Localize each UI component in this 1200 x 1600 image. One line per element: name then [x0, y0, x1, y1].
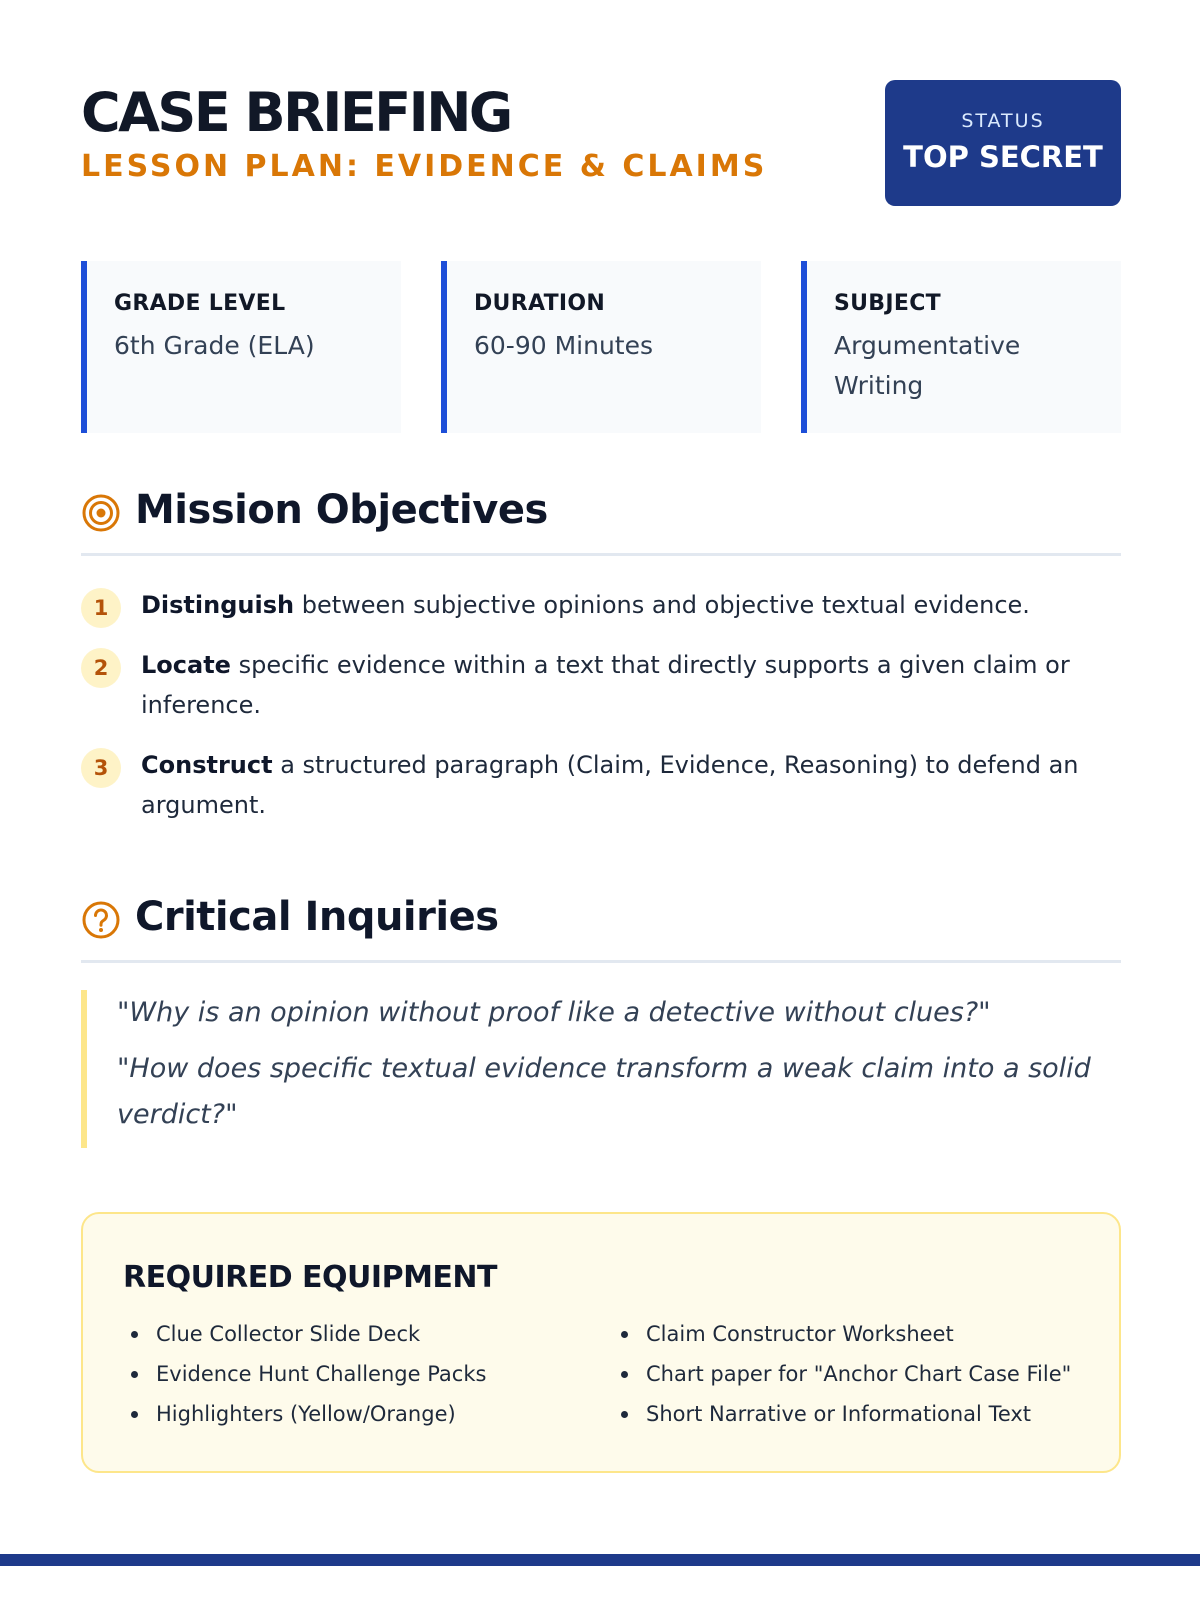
equipment-list-right: [613, 1314, 1103, 1434]
inquiry-quote: "Why is an opinion without proof like a detective without clues?": [117, 997, 991, 1028]
list-item: [81, 645, 1121, 725]
list-item: Clue Collector Slide Deck: [123, 1314, 603, 1354]
meta-label: DURATION: [474, 291, 606, 316]
equipment-list-left: [123, 1314, 603, 1434]
inquiry-quote: "How does specific textual evidence transform a weak claim into a solid verdict?": [117, 1053, 1091, 1130]
page-title: CASE BRIEFING: [81, 81, 511, 144]
meta-card-duration: [441, 261, 761, 433]
section-header-objectives: [81, 487, 1121, 556]
meta-card-grade-level: [81, 261, 401, 433]
question-circle-icon: [81, 900, 121, 940]
list-item: [81, 585, 1121, 625]
objective-number: 2: [81, 648, 121, 688]
inquiry-quotes: [81, 990, 1121, 1148]
status-badge: [885, 80, 1121, 206]
meta-value: 60-90 Minutes: [474, 331, 654, 360]
objective-number: 3: [81, 748, 121, 788]
equipment-title: REQUIRED EQUIPMENT: [123, 1260, 497, 1295]
target-icon: [81, 493, 121, 533]
header: [81, 80, 1121, 206]
list-item: Chart paper for "Anchor Chart Case File": [613, 1354, 1103, 1394]
section-title: Mission Objectives: [135, 487, 548, 533]
meta-label: SUBJECT: [834, 291, 941, 316]
section-title: Critical Inquiries: [135, 894, 499, 940]
meta-value: 6th Grade (ELA): [114, 331, 315, 360]
equipment-box: [81, 1212, 1121, 1473]
page-subtitle: LESSON PLAN: EVIDENCE & CLAIMS: [81, 149, 768, 184]
meta-card-subject: [801, 261, 1121, 433]
objective-text: specific evidence within a text that directly supports a given claim or inference.: [141, 651, 1070, 719]
objective-verb: Distinguish: [141, 591, 295, 619]
meta-cards: [81, 261, 1121, 433]
objective-text: a structured paragraph (Claim, Evidence, Reasoning) to defend an argument.: [141, 751, 1079, 819]
list-item: Claim Constructor Worksheet: [613, 1314, 1103, 1354]
meta-value: Argumentative Writing: [834, 331, 1021, 400]
status-label: STATUS: [961, 110, 1045, 132]
objective-verb: Locate: [141, 651, 231, 679]
objective-verb: Construct: [141, 751, 273, 779]
objective-number: 1: [81, 588, 121, 628]
list-item: [81, 745, 1121, 825]
meta-label: GRADE LEVEL: [114, 291, 286, 316]
list-item: Highlighters (Yellow/Orange): [123, 1394, 603, 1434]
section-header-inquiries: [81, 894, 1121, 963]
status-value: TOP SECRET: [903, 140, 1103, 174]
list-item: Short Narrative or Informational Text: [613, 1394, 1103, 1434]
objectives-list: [81, 585, 1121, 845]
list-item: Evidence Hunt Challenge Packs: [123, 1354, 603, 1394]
objective-text: between subjective opinions and objective textual evidence.: [294, 591, 1030, 619]
footer-bar: [0, 1554, 1200, 1566]
